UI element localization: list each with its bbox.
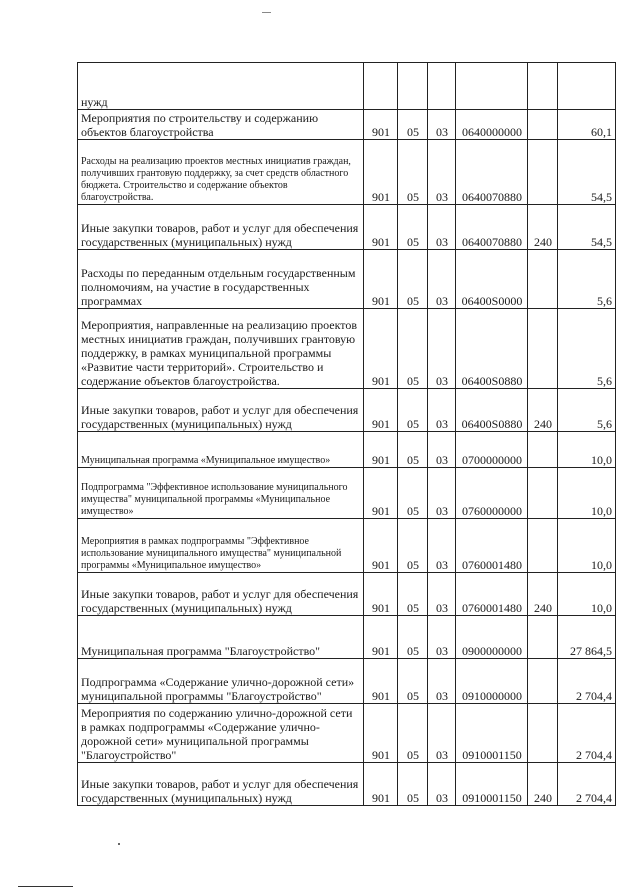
csr-code-cell: 06400S0000 [456, 250, 528, 309]
csr-code-cell: 0640070880 [456, 140, 528, 205]
vr-code-cell [528, 468, 558, 519]
table-row [78, 110, 616, 140]
vr-code-cell [528, 140, 558, 205]
expense-name-cell: Мероприятия по строительству и содержанию объектов благоустройства [78, 110, 364, 140]
gr-code-cell: 901 [364, 309, 398, 389]
rz-code-cell: 05 [398, 432, 428, 468]
amount-cell [558, 63, 616, 110]
gr-code-cell: 901 [364, 250, 398, 309]
pr-code-cell: 03 [428, 389, 456, 432]
amount-cell: 54,5 [558, 205, 616, 250]
expense-name-cell: Иные закупки товаров, работ и услуг для обеспечения государственных (муниципальных) нужд [78, 573, 364, 616]
expense-name-cell: Иные закупки товаров, работ и услуг для обеспечения государственных (муниципальных) нужд [78, 205, 364, 250]
rz-code-cell: 05 [398, 140, 428, 205]
csr-code-cell: 0910001150 [456, 763, 528, 806]
gr-code-cell: 901 [364, 573, 398, 616]
table-row [78, 468, 616, 519]
rz-code-cell [398, 63, 428, 110]
csr-code-cell: 0900000000 [456, 616, 528, 659]
pr-code-cell: 03 [428, 250, 456, 309]
table-row [78, 309, 616, 389]
vr-code-cell [528, 704, 558, 763]
table-row [78, 140, 616, 205]
csr-code-cell: 06400S0880 [456, 389, 528, 432]
pr-code-cell: 03 [428, 616, 456, 659]
csr-code-cell: 0910000000 [456, 659, 528, 704]
expense-name-cell: Подпрограмма «Содержание улично-дорожной сети» муниципальной программы "Благоустройство" [78, 659, 364, 704]
vr-code-cell: 240 [528, 763, 558, 806]
scan-dot [118, 843, 120, 845]
gr-code-cell: 901 [364, 389, 398, 432]
amount-cell: 10,0 [558, 573, 616, 616]
table-row [78, 519, 616, 573]
expense-name-cell: Иные закупки товаров, работ и услуг для обеспечения государственных (муниципальных) нужд [78, 389, 364, 432]
vr-code-cell [528, 250, 558, 309]
table-row [78, 250, 616, 309]
pr-code-cell: 03 [428, 763, 456, 806]
rz-code-cell: 05 [398, 250, 428, 309]
expense-name-cell: Муниципальная программа "Благоустройство" [78, 616, 364, 659]
rz-code-cell: 05 [398, 389, 428, 432]
amount-cell: 5,6 [558, 250, 616, 309]
pr-code-cell [428, 63, 456, 110]
vr-code-cell: 240 [528, 573, 558, 616]
rz-code-cell: 05 [398, 573, 428, 616]
csr-code-cell: 06400S0880 [456, 309, 528, 389]
gr-code-cell: 901 [364, 763, 398, 806]
expense-name-cell: Расходы по переданным отдельным государственным полномочиям, на участие в государственных программах [78, 250, 364, 309]
gr-code-cell: 901 [364, 659, 398, 704]
amount-cell: 5,6 [558, 389, 616, 432]
rz-code-cell: 05 [398, 309, 428, 389]
rz-code-cell: 05 [398, 205, 428, 250]
table-row [78, 63, 616, 110]
scan-mark [262, 12, 271, 13]
expense-name-cell: Мероприятия, направленные на реализацию проектов местных инициатив граждан, получивших грантовую поддержку, в рамках муниципальной программы «Развитие части территорий». Строительство и содержание объектов благоустройства. [78, 309, 364, 389]
gr-code-cell: 901 [364, 140, 398, 205]
pr-code-cell: 03 [428, 468, 456, 519]
budget-table [77, 62, 615, 806]
table-row [78, 432, 616, 468]
rz-code-cell: 05 [398, 659, 428, 704]
expense-name-cell: Расходы на реализацию проектов местных инициатив граждан, получивших грантовую поддержку, за счет средств областного бюджета. Строительство и содержание объектов благоустройства. [78, 140, 364, 205]
rz-code-cell: 05 [398, 616, 428, 659]
table-row [78, 763, 616, 806]
pr-code-cell: 03 [428, 110, 456, 140]
csr-code-cell [456, 63, 528, 110]
csr-code-cell: 0910001150 [456, 704, 528, 763]
csr-code-cell: 0700000000 [456, 432, 528, 468]
vr-code-cell [528, 432, 558, 468]
gr-code-cell [364, 63, 398, 110]
amount-cell: 60,1 [558, 110, 616, 140]
rz-code-cell: 05 [398, 519, 428, 573]
rz-code-cell: 05 [398, 763, 428, 806]
table-row [78, 205, 616, 250]
csr-code-cell: 0760001480 [456, 519, 528, 573]
table-row [78, 659, 616, 704]
rz-code-cell: 05 [398, 704, 428, 763]
expense-name-cell: Мероприятия по содержанию улично-дорожной сети в рамках подпрограммы «Содержание улично-дорожной сети» муниципальной программы "Благоустройство" [78, 704, 364, 763]
csr-code-cell: 0640070880 [456, 205, 528, 250]
gr-code-cell: 901 [364, 205, 398, 250]
vr-code-cell [528, 659, 558, 704]
gr-code-cell: 901 [364, 432, 398, 468]
amount-cell: 2 704,4 [558, 763, 616, 806]
amount-cell: 54,5 [558, 140, 616, 205]
vr-code-cell [528, 309, 558, 389]
gr-code-cell: 901 [364, 110, 398, 140]
expense-name-cell: Мероприятия в рамках подпрограммы "Эффективное использование муниципального имущества" муниципальной программы «Муниципальное имущество» [78, 519, 364, 573]
gr-code-cell: 901 [364, 616, 398, 659]
gr-code-cell: 901 [364, 704, 398, 763]
table-row [78, 389, 616, 432]
footer-rule [18, 886, 73, 887]
expense-name-cell: Подпрограмма "Эффективное использование муниципального имущества" муниципальной программы «Муниципальное имущество» [78, 468, 364, 519]
rz-code-cell: 05 [398, 110, 428, 140]
expense-name-cell: нужд [78, 63, 364, 110]
pr-code-cell: 03 [428, 309, 456, 389]
amount-cell: 5,6 [558, 309, 616, 389]
pr-code-cell: 03 [428, 704, 456, 763]
rz-code-cell: 05 [398, 468, 428, 519]
gr-code-cell: 901 [364, 468, 398, 519]
vr-code-cell: 240 [528, 205, 558, 250]
vr-code-cell [528, 110, 558, 140]
vr-code-cell [528, 519, 558, 573]
pr-code-cell: 03 [428, 140, 456, 205]
amount-cell: 27 864,5 [558, 616, 616, 659]
vr-code-cell [528, 63, 558, 110]
amount-cell: 2 704,4 [558, 704, 616, 763]
pr-code-cell: 03 [428, 432, 456, 468]
vr-code-cell: 240 [528, 389, 558, 432]
amount-cell: 10,0 [558, 468, 616, 519]
vr-code-cell [528, 616, 558, 659]
pr-code-cell: 03 [428, 659, 456, 704]
expense-name-cell: Муниципальная программа «Муниципальное имущество» [78, 432, 364, 468]
pr-code-cell: 03 [428, 205, 456, 250]
table-row [78, 704, 616, 763]
pr-code-cell: 03 [428, 519, 456, 573]
csr-code-cell: 0760001480 [456, 573, 528, 616]
amount-cell: 10,0 [558, 432, 616, 468]
table-row [78, 616, 616, 659]
amount-cell: 2 704,4 [558, 659, 616, 704]
csr-code-cell: 0640000000 [456, 110, 528, 140]
table-row [78, 573, 616, 616]
pr-code-cell: 03 [428, 573, 456, 616]
gr-code-cell: 901 [364, 519, 398, 573]
amount-cell: 10,0 [558, 519, 616, 573]
expense-name-cell: Иные закупки товаров, работ и услуг для обеспечения государственных (муниципальных) нужд [78, 763, 364, 806]
csr-code-cell: 0760000000 [456, 468, 528, 519]
